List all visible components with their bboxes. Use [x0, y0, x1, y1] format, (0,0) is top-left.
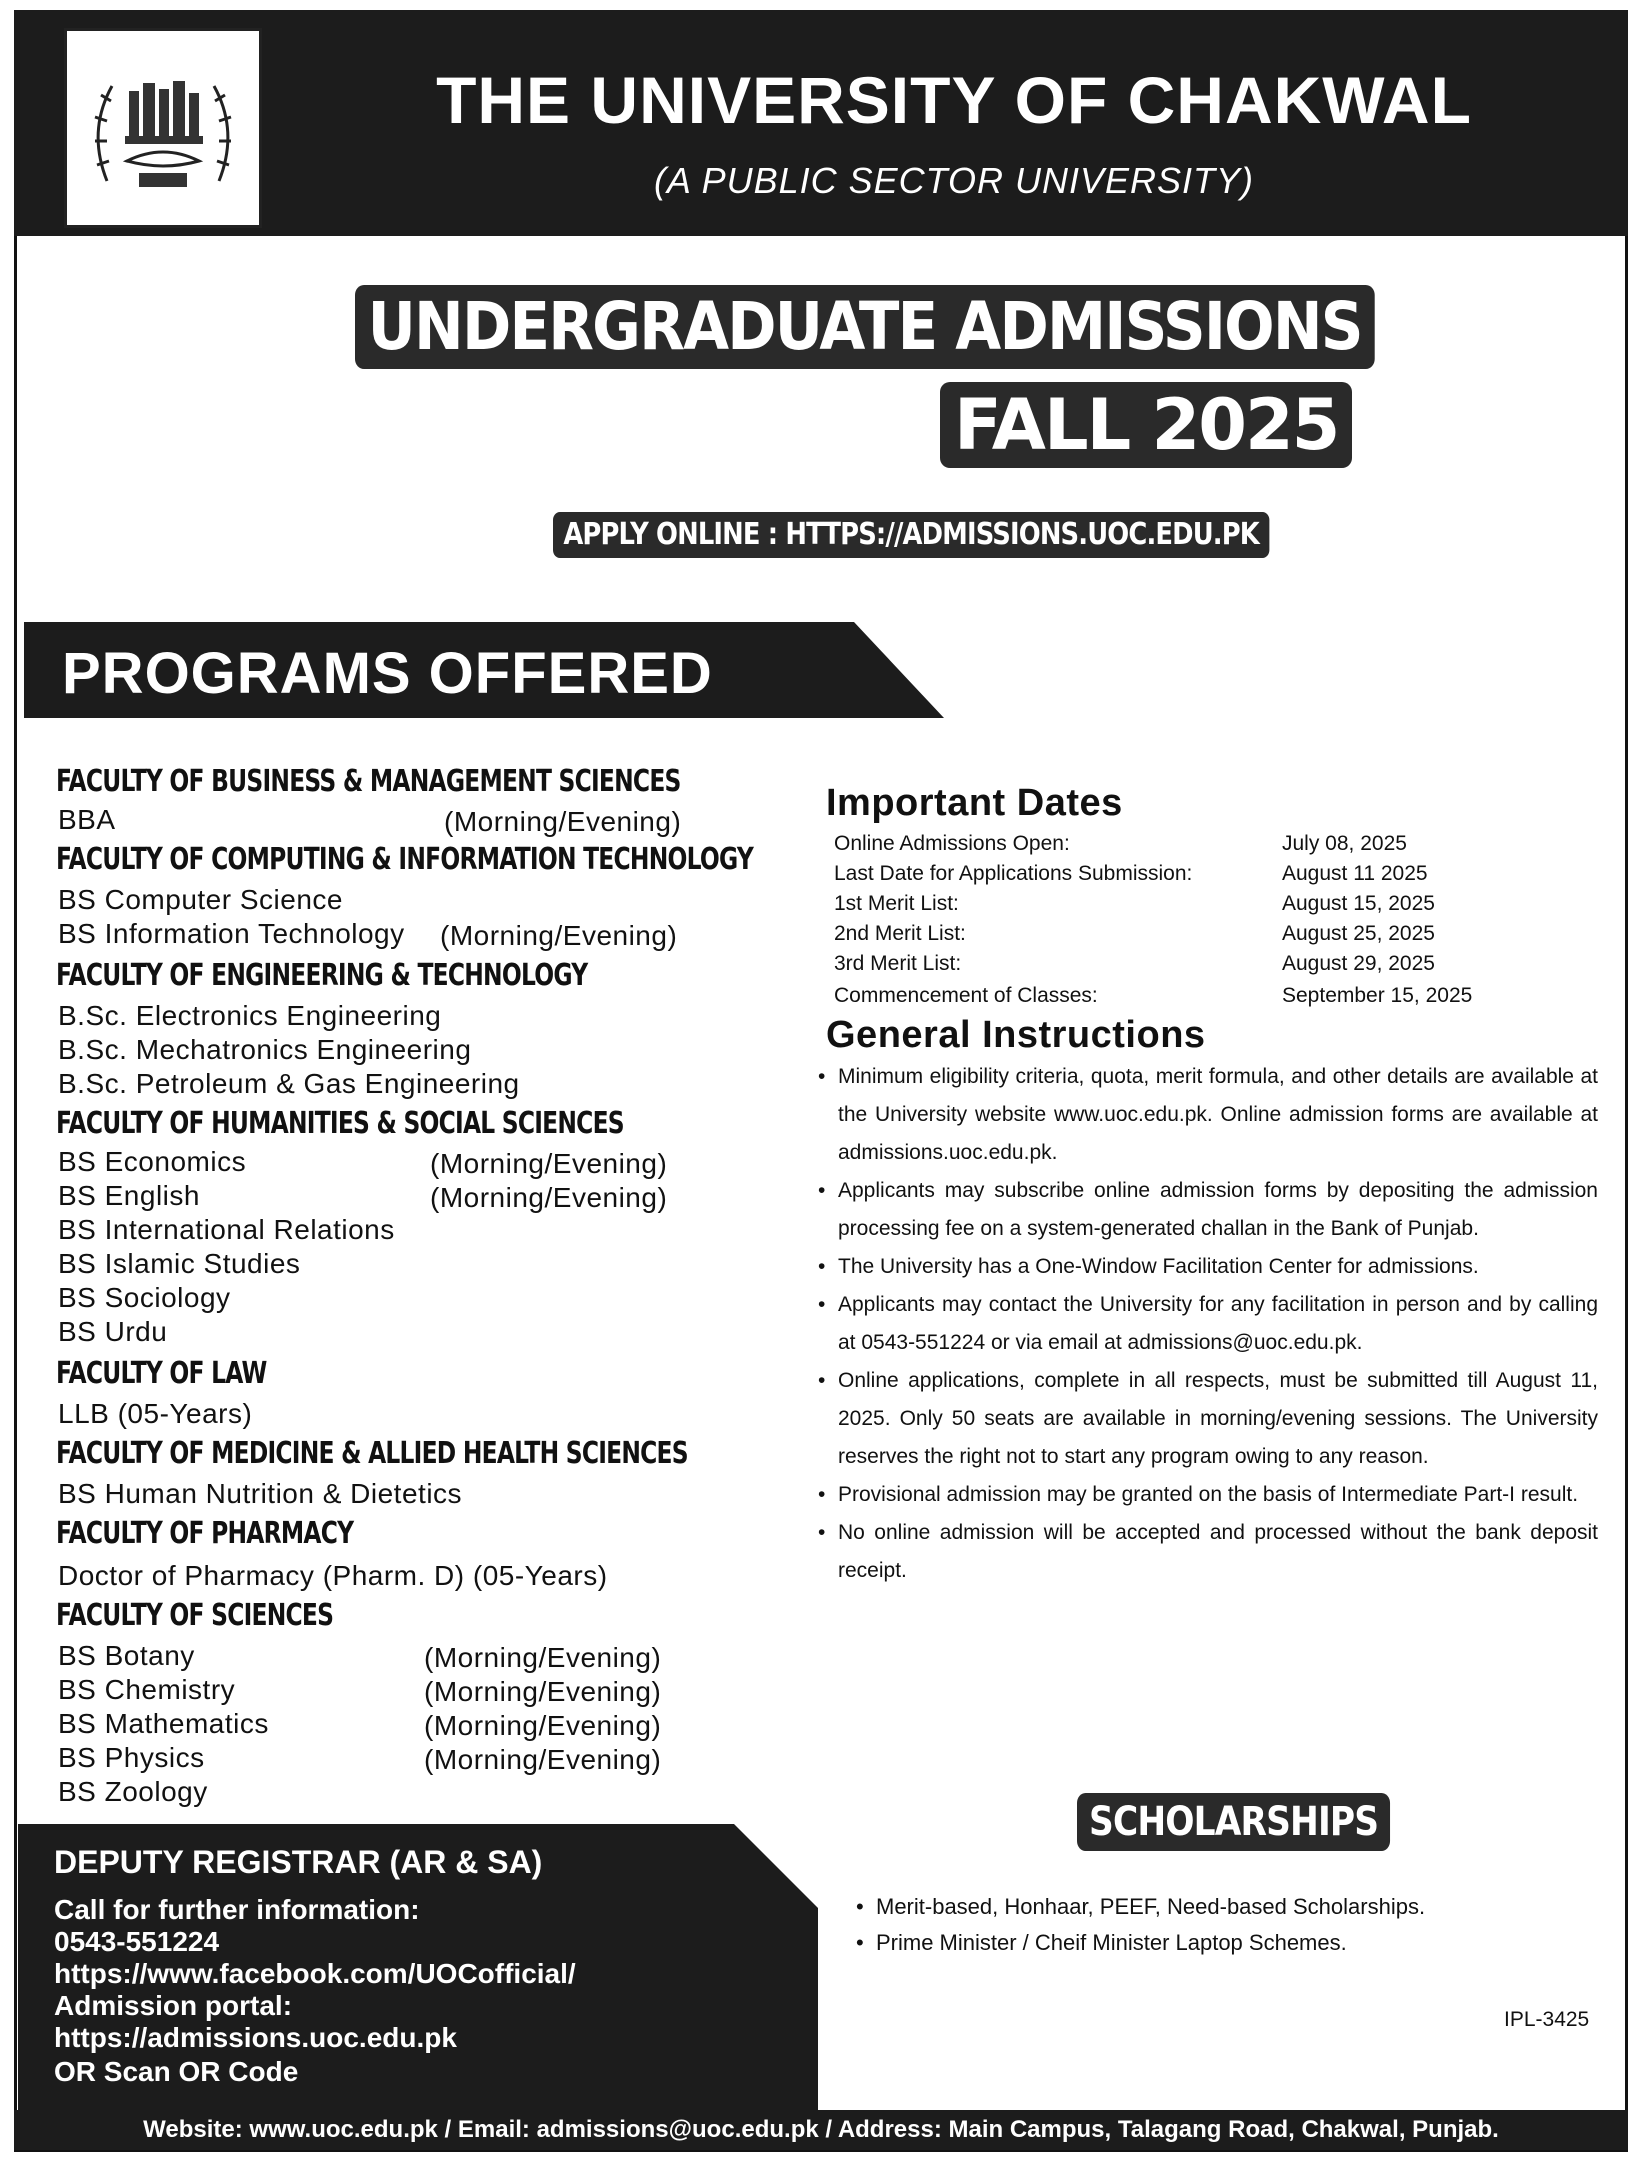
date-value: August 11 2025: [1282, 862, 1428, 885]
instruction-item: • Applicants may contact the University for any facilitation in person and by calling at 0543-551224 or via email at admissions@uoc.edu.pk.: [818, 1286, 1598, 1362]
apply-online-link[interactable]: APPLY ONLINE : HTTPS://ADMISSIONS.UOC.EDU.PK: [553, 512, 1269, 558]
contact-facebook-link[interactable]: https://www.facebook.com/UOCofficial/: [54, 1958, 576, 1989]
date-label: 2nd Merit List:: [834, 922, 966, 945]
program-name: BS International Relations: [58, 1214, 395, 1245]
contact-phone[interactable]: 0543-551224: [54, 1926, 220, 1957]
footer-bar: [14, 2110, 1628, 2150]
program-name: BS Botany: [58, 1640, 195, 1671]
contact-line: Admission portal:: [54, 1990, 293, 2021]
faculty-heading: FACULTY OF HUMANITIES & SOCIAL SCIENCES: [56, 1106, 624, 1141]
programs-offered-banner: [24, 622, 944, 722]
instructions-list: [818, 1058, 1598, 1590]
contact-line: Call for further information:: [54, 1894, 420, 1925]
programs-offered-heading: PROGRAMS OFFERED: [62, 641, 713, 706]
important-dates-heading: Important Dates: [826, 782, 1123, 824]
program-name: BS Information Technology: [58, 918, 405, 949]
university-title: THE UNIVERSITY OF CHAKWAL: [436, 63, 1472, 137]
program-shift: (Morning/Evening): [444, 806, 682, 837]
general-instructions-heading: General Instructions: [826, 1014, 1206, 1056]
date-label: 3rd Merit List:: [834, 952, 962, 975]
faculty-heading: FACULTY OF BUSINESS & MANAGEMENT SCIENCES: [56, 764, 681, 799]
program-name: BS Physics: [58, 1742, 205, 1773]
footer-text: Website: www.uoc.edu.pk / Email: admissions@uoc.edu.pk / Address: Main Campus, Talagang Road, Chakwal, Punjab.: [143, 2116, 1499, 2143]
instruction-item: • The University has a One-Window Facilitation Center for admissions.: [818, 1248, 1598, 1286]
admissions-term: FALL 2025: [940, 382, 1352, 468]
program-name: BS Mathematics: [58, 1708, 269, 1739]
date-label: 1st Merit List:: [834, 892, 959, 915]
scholarship-item: • Prime Minister / Cheif Minister Laptop Schemes.: [876, 1930, 1347, 1956]
date-value: August 29, 2025: [1282, 952, 1435, 975]
instruction-item: • No online admission will be accepted and processed without the bank deposit receipt.: [818, 1514, 1598, 1590]
program-name: BS English: [58, 1180, 200, 1211]
program-name: B.Sc. Electronics Engineering: [58, 1000, 442, 1031]
date-label: Online Admissions Open:: [834, 832, 1070, 855]
instruction-item: • Provisional admission may be granted on the basis of Intermediate Part-I result.: [818, 1476, 1598, 1514]
program-name: BS Chemistry: [58, 1674, 236, 1705]
date-value: September 15, 2025: [1282, 984, 1473, 1007]
program-shift: (Morning/Evening): [430, 1182, 668, 1213]
scholarship-item: • Merit-based, Honhaar, PEEF, Need-based Scholarships.: [876, 1894, 1425, 1920]
program-name: B.Sc. Mechatronics Engineering: [58, 1034, 472, 1065]
program-name: Doctor of Pharmacy (Pharm. D) (05-Years): [58, 1560, 608, 1591]
faculty-heading: FACULTY OF SCIENCES: [56, 1598, 334, 1633]
date-label: Last Date for Applications Submission:: [834, 862, 1193, 885]
program-shift: (Morning/Evening): [424, 1676, 662, 1707]
program-shift: (Morning/Evening): [424, 1710, 662, 1741]
header-bar: [14, 10, 1628, 236]
faculty-heading: FACULTY OF COMPUTING & INFORMATION TECHNOLOGY: [56, 842, 754, 877]
instruction-item: • Minimum eligibility criteria, quota, merit formula, and other details are available at the University website www.uoc.edu.pk. Online admission forms are available at admissions.uoc.edu.pk.: [818, 1058, 1598, 1172]
program-name: BS Human Nutrition & Dietetics: [58, 1478, 463, 1509]
faculty-heading: FACULTY OF ENGINEERING & TECHNOLOGY: [56, 958, 588, 993]
program-shift: (Morning/Evening): [424, 1744, 662, 1775]
program-shift: (Morning/Evening): [440, 920, 678, 951]
faculty-heading: FACULTY OF PHARMACY: [56, 1516, 354, 1551]
instruction-item: • Applicants may subscribe online admission forms by depositing the admission processing fee on a system-generated challan in the Bank of Punjab.: [818, 1172, 1598, 1248]
date-label: Commencement of Classes:: [834, 984, 1098, 1007]
program-name: BS Sociology: [58, 1282, 231, 1313]
program-name: BS Urdu: [58, 1316, 168, 1347]
university-seal-icon: [64, 28, 262, 228]
program-name: LLB (05-Years): [58, 1398, 253, 1429]
ad-code: IPL-3425: [1504, 2008, 1590, 2031]
date-value: July 08, 2025: [1282, 832, 1407, 855]
date-value: August 25, 2025: [1282, 922, 1435, 945]
faculty-heading: FACULTY OF LAW: [56, 1356, 267, 1391]
program-name: BS Islamic Studies: [58, 1248, 301, 1279]
program-name: B.Sc. Petroleum & Gas Engineering: [58, 1068, 520, 1099]
program-name: BBA: [58, 804, 116, 835]
admissions-title: UNDERGRADUATE ADMISSIONS: [355, 285, 1374, 369]
contact-line: OR Scan OR Code: [54, 2056, 299, 2087]
program-name: BS Economics: [58, 1146, 247, 1177]
program-shift: (Morning/Evening): [430, 1148, 668, 1179]
instruction-item: • Online applications, complete in all respects, must be submitted till August 11, 2025. Only 50 seats are available in morning/evening sessions. The University reserves the right not to start any program owing to any reason.: [818, 1362, 1598, 1476]
scholarships-heading: SCHOLARSHIPS: [1077, 1793, 1390, 1851]
contact-title: DEPUTY REGISTRAR (AR & SA): [54, 1844, 543, 1880]
program-shift: (Morning/Evening): [424, 1642, 662, 1673]
admission-portal-link[interactable]: https://admissions.uoc.edu.pk: [54, 2022, 457, 2053]
program-name: BS Zoology: [58, 1776, 208, 1807]
faculty-heading: FACULTY OF MEDICINE & ALLIED HEALTH SCIENCES: [56, 1436, 688, 1471]
university-subtitle: (A PUBLIC SECTOR UNIVERSITY): [653, 160, 1255, 201]
program-name: BS Computer Science: [58, 884, 343, 915]
date-value: August 15, 2025: [1282, 892, 1435, 915]
